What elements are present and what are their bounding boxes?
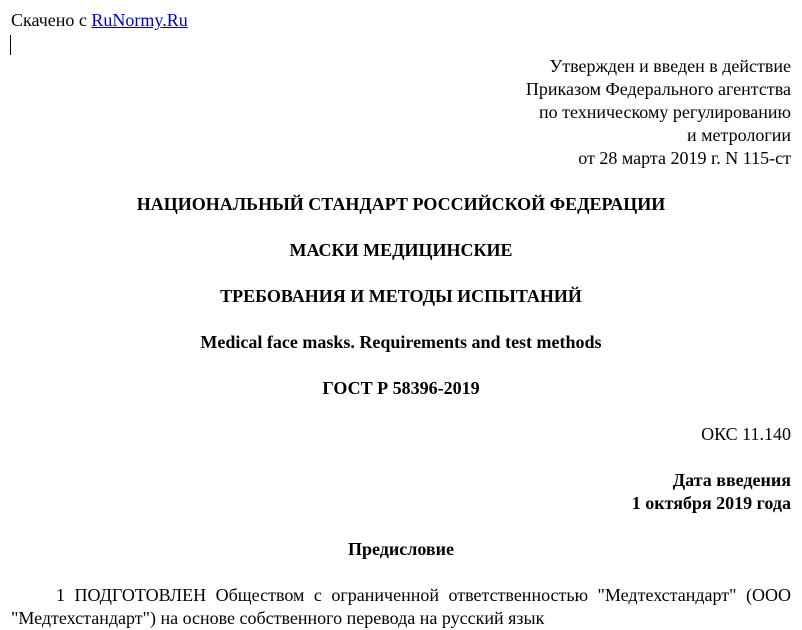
english-title: Medical face masks. Requirements and test methods	[200, 332, 602, 352]
approval-block	[526, 55, 791, 170]
foreword-paragraph: 1 ПОДГОТОВЛЕН Обществом с ограниченной ответственностью "Медтехстандарт" (ООО "Медтехстандарт") на основе собственного перевода на русский язык	[11, 585, 791, 628]
standard-code: ГОСТ Р 58396-2019	[322, 378, 480, 398]
approval-line: по техническому регулированию	[538, 102, 791, 122]
national-standard-header: НАЦИОНАЛЬНЫЙ СТАНДАРТ РОССИЙСКОЙ ФЕДЕРАЦИИ	[136, 194, 666, 214]
document-title: МАСКИ МЕДИЦИНСКИЕ	[289, 240, 513, 260]
intro-date-value: 1 октября 2019 года	[631, 493, 791, 513]
source-prefix: Скачено с	[11, 10, 92, 30]
intro-date-label: Дата введения	[672, 470, 791, 490]
source-line	[11, 9, 188, 31]
approval-line: и метрологии	[687, 125, 791, 145]
oks-code: ОКС 11.140	[701, 424, 791, 444]
approval-line: от 28 марта 2019 г. N 115-ст	[578, 148, 791, 168]
approval-line: Приказом Федерального агентства	[525, 79, 791, 99]
foreword-heading: Предисловие	[348, 539, 454, 559]
runormy-link[interactable]: RuNormy.Ru	[91, 10, 188, 30]
text-caret	[10, 35, 11, 55]
document-subtitle: ТРЕБОВАНИЯ И МЕТОДЫ ИСПЫТАНИЙ	[220, 286, 582, 306]
approval-line: Утвержден и введен в действие	[549, 56, 791, 76]
